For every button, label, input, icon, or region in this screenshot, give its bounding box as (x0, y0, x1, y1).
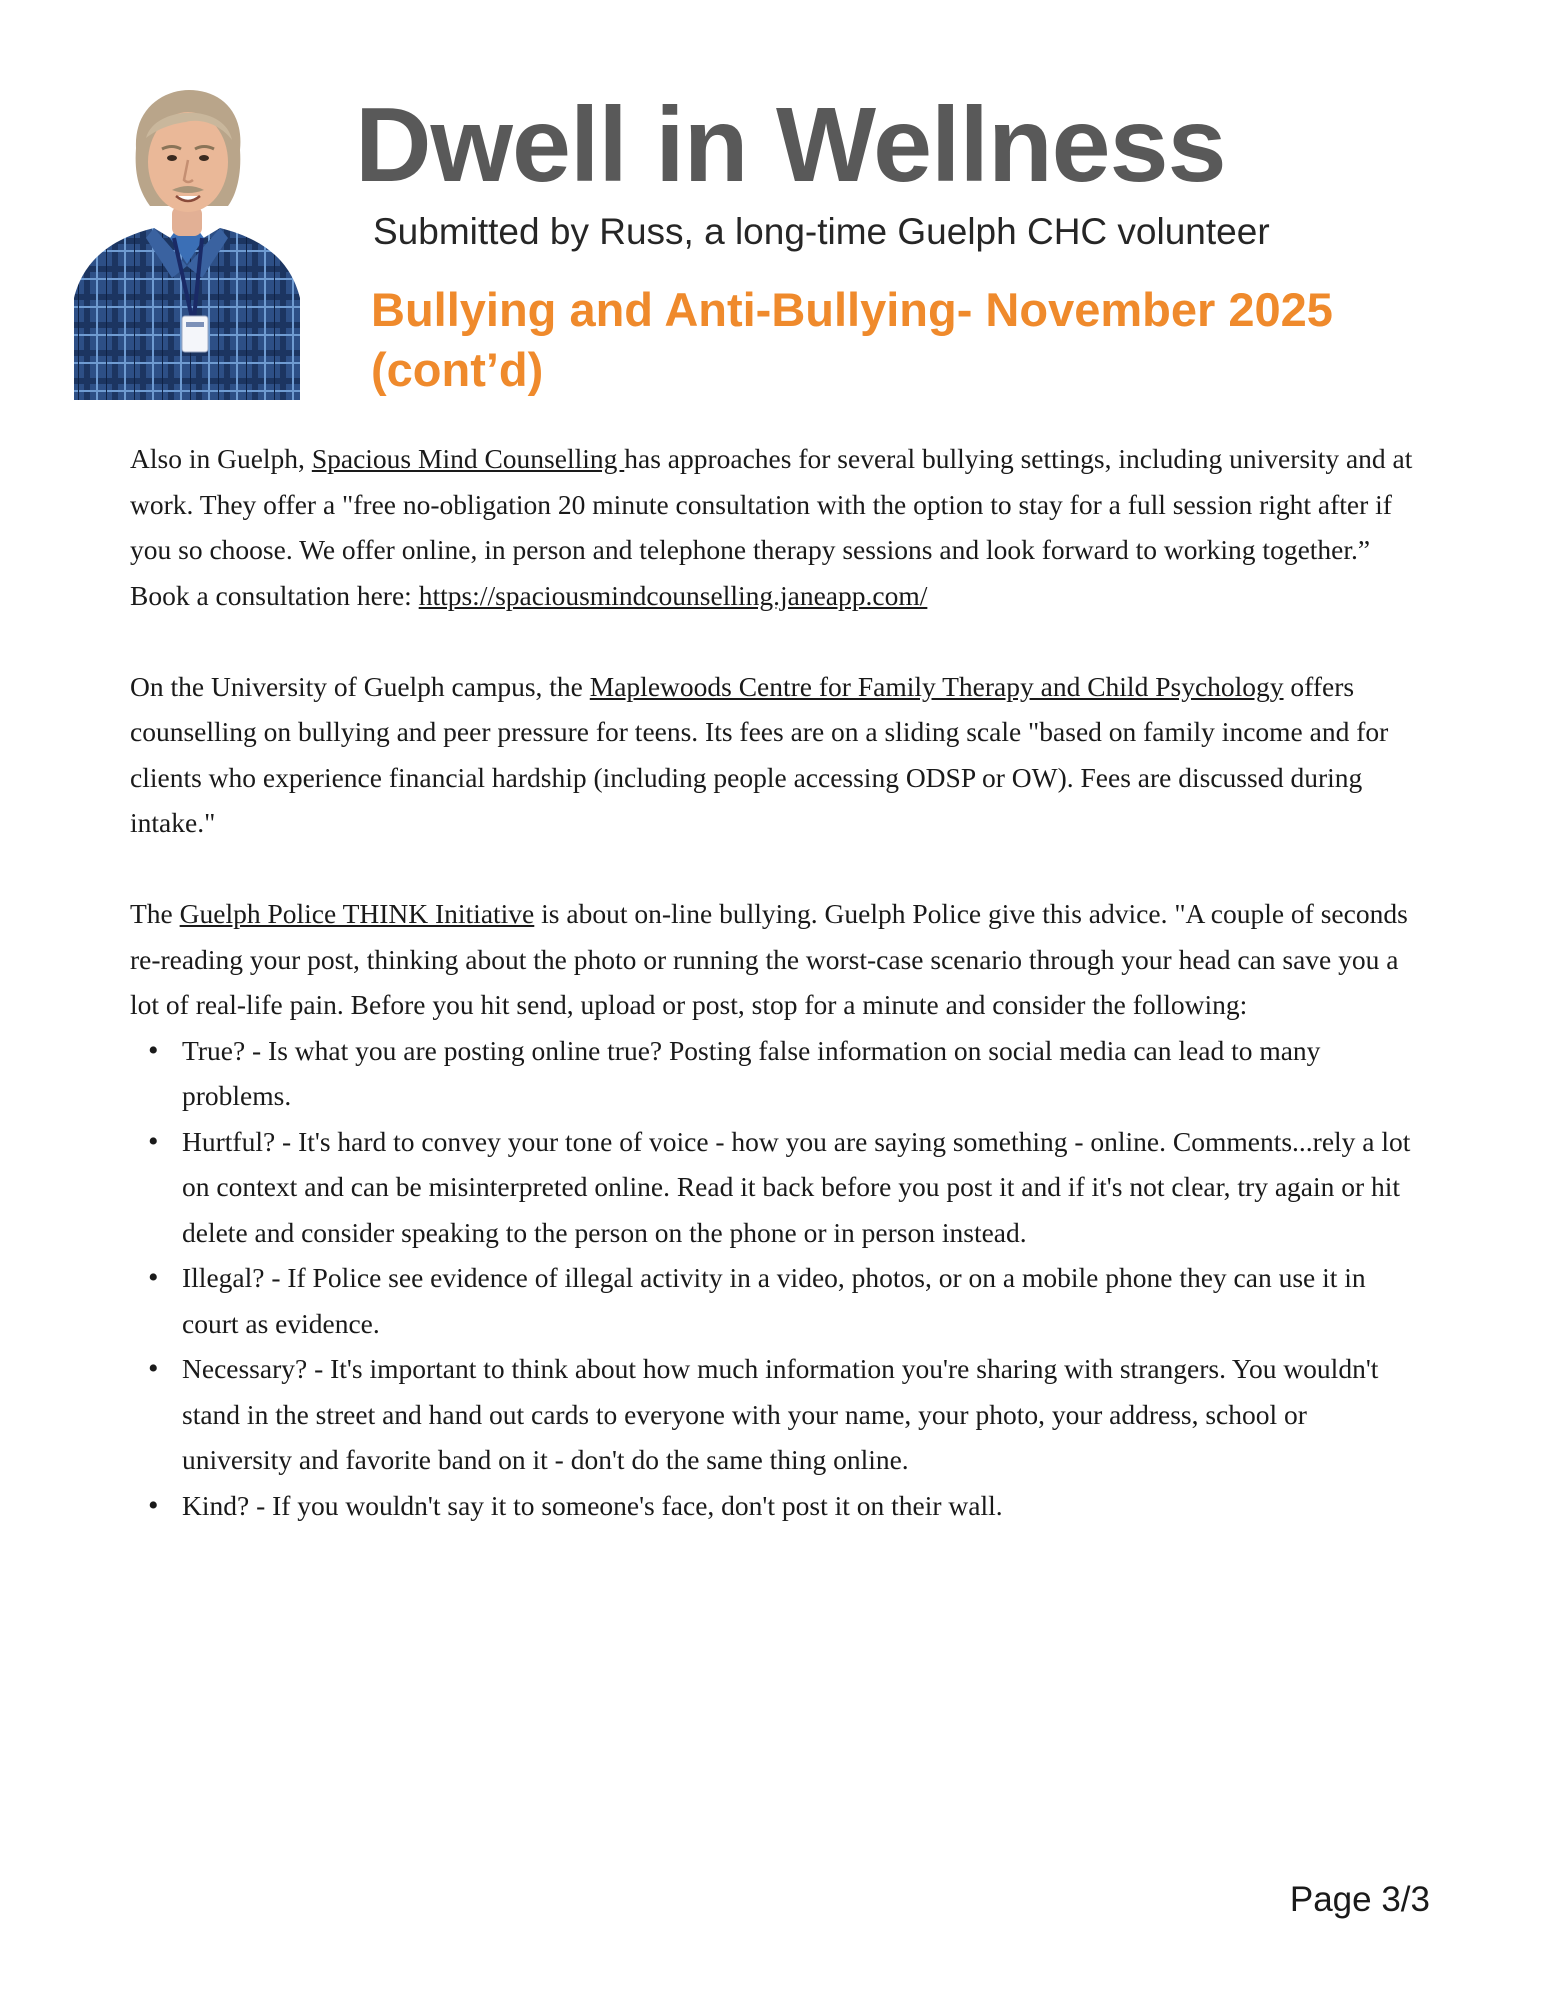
link-think-initiative[interactable]: Guelph Police THINK Initiative (179, 898, 535, 929)
paragraph-text: is about on-line bullying. Guelph Police give this advice. "A couple of seconds re-reading your post, thinking about the photo or running the worst-case scenario through your head can save you a lot of real-life pain. Before you hit send, upload or post, stop for a minute and consider the following: (130, 898, 1408, 1020)
think-list (130, 1028, 1420, 1529)
link-spacious-mind-counselling[interactable]: Spacious Mind Counselling (311, 443, 625, 474)
paragraph-text: has approaches for several bullying settings, including university and at work. They offer a "free no-obligation 20 minute consultation with the option to stay for a full session right after if you so choose. We offer online, in person and telephone therapy sessions and look forward to working together.” Book a consultation here: (130, 443, 1413, 611)
byline: Submitted by Russ, a long-time Guelph CHC volunteer (373, 211, 1270, 252)
list-item-kind: • Kind? - If you wouldn't say it to someone's face, don't post it on their wall. (182, 1483, 1420, 1529)
list-item-true: • True? - Is what you are posting online true? Posting false information on social media can lead to many problems. (182, 1028, 1420, 1119)
page-header (355, 86, 1435, 400)
paragraph-text: offers counselling on bullying and peer pressure for teens. Its fees are on a sliding scale "based on family income and for clients who experience financial hardship (including people accessing ODSP or OW). Fees are discussed during intake." (130, 670, 1389, 838)
author-portrait (74, 88, 300, 400)
list-item-hurtful: • Hurtful? - It's hard to convey your tone of voice - how you are saying something - online. Comments...rely a lot on context and can be misinterpreted online. Read it back before you post it and if it's not clear, try again or hit delete and consider speaking to the person on the phone or in person instead. (182, 1119, 1420, 1256)
paragraph-maplewoods (130, 664, 1420, 846)
article-body (130, 436, 1420, 1528)
page-title: Dwell in Wellness (355, 86, 1226, 204)
list-item-necessary: • Necessary? - It's important to think about how much information you're sharing with strangers. You wouldn't stand in the street and hand out cards to everyone with your name, your photo, your address, school or university and favorite band on it - don't do the same thing online. (182, 1346, 1420, 1483)
link-maplewoods-centre[interactable]: Maplewoods Centre for Family Therapy and Child Psychology (589, 670, 1284, 702)
paragraph-think-initiative (130, 891, 1420, 1028)
page-number: Page 3/3 (1289, 1880, 1430, 1919)
paragraph-text: The (130, 898, 180, 929)
list-item-illegal: • Illegal? - If Police see evidence of illegal activity in a video, photos, or on a mobile phone they can use it in court as evidence. (182, 1255, 1420, 1346)
article-heading: Bullying and Anti-Bullying- November 2025 (cont’d) (371, 283, 1333, 396)
paragraph-text: Also in Guelph, (130, 443, 312, 474)
paragraph-text: On the University of Guelph campus, the (130, 670, 590, 702)
link-booking-url[interactable]: https://spaciousmindcounselling.janeapp.com/ (418, 579, 928, 611)
paragraph-spacious-mind (130, 436, 1420, 618)
